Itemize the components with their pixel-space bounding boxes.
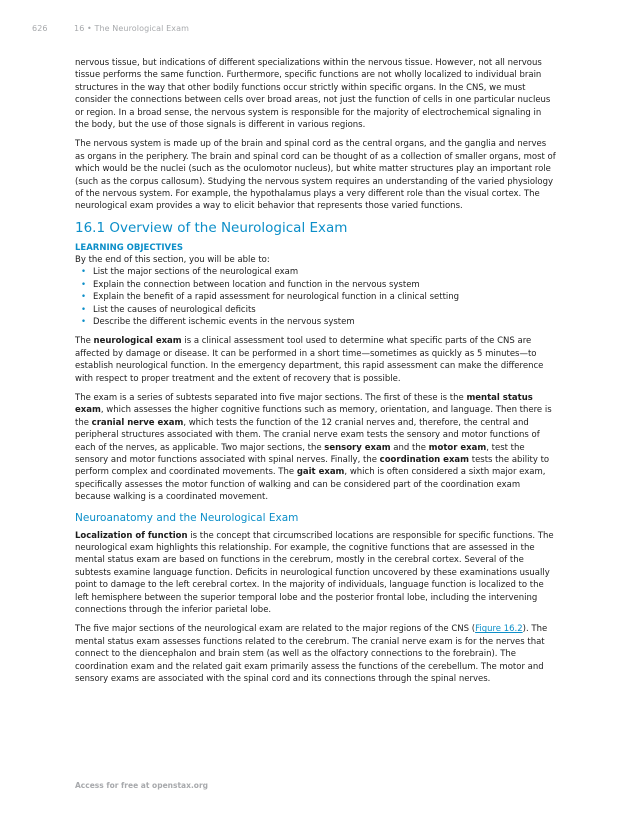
bullet-icon: • <box>81 304 87 315</box>
key-term: gait exam <box>296 467 345 478</box>
learning-objectives-intro: By the end of this section, you will be able to: <box>75 254 270 265</box>
list-item: • List the causes of neurological deficits <box>81 304 256 315</box>
bullet-icon: • <box>81 292 87 303</box>
key-term: cranial nerve exam <box>91 417 184 428</box>
key-term: Localization of function <box>75 530 188 541</box>
intro-paragraph-2: The nervous system is made up of the brain and spinal cord as the central organs, and the ganglia and nerves as organs in the periphery. The brain and spinal cord can be thought of as a collection of smaller organs, most of which would be the nuclei (such as the oculomotor nucleus), but white matter structures play an important role (such as the corpus callosum). Studying the nervous system requires an understanding of the varied physiology of the nervous system. For example, the hypothalamus plays a very different role than the visual cortex. The neurological exam provides a way to elicit behavior that represents those varied functions. <box>75 139 556 212</box>
key-term: neurological exam <box>93 336 182 347</box>
bullet-icon: • <box>81 316 87 327</box>
neurological-exam-paragraph: The neurological exam is a clinical assessment tool used to determine what specific parts of the CNS are affected by damage or disease. It can be performed in a short time—sometimes as quickly as 5 minutes—to establish neurological function. In the emergency department, this rapid assessment can make the difference with respect to proper treatment and the extent of recovery that is possible. <box>75 336 544 384</box>
key-term: sensory exam <box>324 442 391 453</box>
figure-link[interactable]: Figure 16.2 <box>475 624 523 635</box>
localization-paragraph: Localization of function is the concept that circumscribed locations are responsible for specific functions. The neurological exam highlights this relationship. For example, the cognitive functions that are assessed in the mental status exam are based on functions in the cerebrum, mostly in the cerebral cortex. Several of the subtests examine language function. Deficits in neurological function uncovered by these examinations usually point to damage to the left cerebral cortex. In the majority of individuals, language function is localized to the left hemisphere between the superior temporal lobe and the posterior frontal lobe, including the intervening connections through the inferior parietal lobe. <box>75 530 554 616</box>
key-term: mental status exam <box>75 392 533 416</box>
intro-paragraph-1: nervous tissue, but indications of different specializations within the nervous tissue. However, not all nervous tissue performs the same function. Furthermore, specific functions are not wholly localized to individual brain structures in the way that other bodily functions occur strictly within specific organs. In the CNS, we must consider the connections between cells over broad areas, not just the function of cells in one particular nucleus or region. In a broad sense, the nervous system is responsible for the majority of electrochemical signaling in the body, but the use of those signals is different in various regions. <box>75 58 551 131</box>
major-sections-paragraph: The five major sections of the neurological exam are related to the major regions of the CNS (Figure 16.2). The mental status exam assesses functions related to the cerebrum. The cranial nerve exam is for the nerves that connect to the diencephalon and brain stem (as well as the olfactory connections to the forebrain). The coordination exam and the related gait exam primarily assess the functions of the cerebellum. The motor and sensory exams are associated with the spinal cord and its connections through the spinal nerves. <box>75 624 548 685</box>
page-footer: Access for free at openstax.org <box>75 781 209 790</box>
bullet-icon: • <box>81 279 87 290</box>
chapter-title: 16 • The Neurological Exam <box>74 24 189 33</box>
subsection-title: Neuroanatomy and the Neurological Exam <box>75 511 299 524</box>
list-item: • List the major sections of the neurological exam <box>81 267 299 278</box>
key-term: coordination exam <box>379 454 470 465</box>
page-content <box>75 57 557 692</box>
bullet-icon: • <box>81 267 87 278</box>
list-item: • Explain the benefit of a rapid assessment for neurological function in a clinical setting <box>81 292 460 303</box>
list-item: • Describe the different ischemic events in the nervous system <box>81 316 355 327</box>
learning-objectives-list <box>75 266 557 328</box>
learning-objectives-title: LEARNING OBJECTIVES <box>75 242 184 253</box>
list-item: • Explain the connection between location and function in the nervous system <box>81 279 420 290</box>
section-title: 16.1 Overview of the Neurological Exam <box>75 219 348 236</box>
running-header <box>32 24 189 33</box>
exam-sections-paragraph: The exam is a series of subtests separated into five major sections. The first of these is the mental status exam, which assesses the higher cognitive functions such as memory, orientation, and language. Then there is the cranial nerve exam, which tests the function of the 12 cranial nerves and, therefore, the central and peripheral structures associated with them. The cranial nerve exam tests the sensory and motor functions of each of the nerves, as applicable. Two major sections, the sensory exam and the motor exam, test the sensory and motor functions associated with spinal nerves. Finally, the coordination exam tests the ability to perform complex and coordinated movements. The gait exam, which is often considered a sixth major exam, specifically assesses the motor function of walking and can be considered part of the coordination exam because walking is a coordinated movement. <box>75 392 552 503</box>
page-number: 626 <box>32 24 48 33</box>
key-term: motor exam <box>428 442 487 453</box>
